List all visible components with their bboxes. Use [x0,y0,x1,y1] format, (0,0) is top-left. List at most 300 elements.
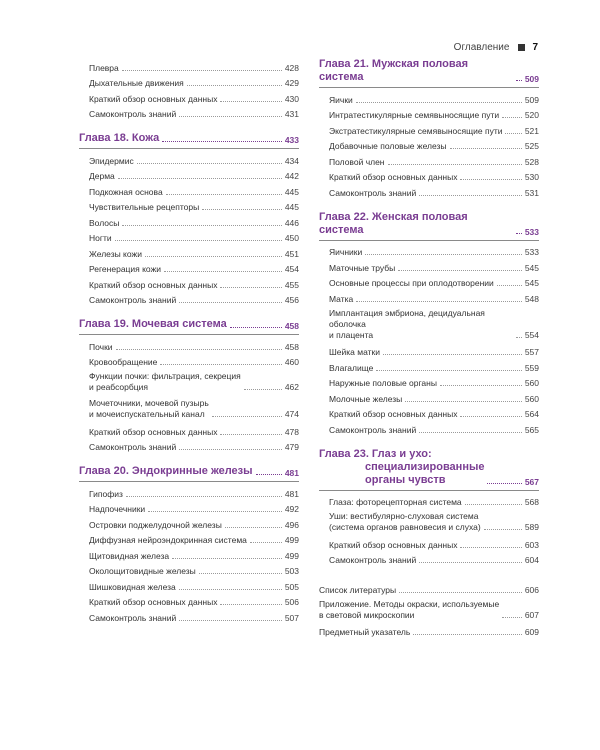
toc-entry-title [89,489,123,500]
toc-entry-title-line: и реабсорбция [89,382,148,392]
dot-leader [179,620,282,621]
toc-entry-page: 606 [524,584,539,595]
toc-entry-title [89,78,184,89]
toc-entry [319,106,539,122]
toc-entry [319,121,539,137]
toc-entry [79,368,299,395]
dot-leader [505,133,521,134]
dot-leader [116,349,282,350]
toc-entry-page: 429 [284,78,299,88]
toc-entry-page: 521 [524,125,539,136]
toc-entry-title [89,371,241,393]
dot-leader [166,194,282,195]
dot-leader [383,354,522,355]
toc-entry-page: 604 [524,555,539,565]
toc-entry-title [89,566,196,577]
chapter-divider [79,481,299,482]
toc-entry-title [329,378,437,389]
toc-entry-title-line: Наружные половые органы [329,378,437,388]
toc-entry-title [329,278,494,289]
dot-leader [137,163,282,164]
toc-entry-title-line: Краткий обзор основных данных [329,409,458,419]
toc-entry-page: 503 [284,566,299,576]
toc-entry [79,89,299,105]
toc-entry-page: 545 [524,278,539,288]
toc-entry [319,90,539,106]
toc-entry-title-line: Самоконтроль знаний [89,612,177,623]
toc-entry-title-line: Самоконтроль знаний [89,109,177,119]
toc-entry [79,515,299,531]
toc-entry-title [329,126,502,137]
dot-leader [172,558,282,559]
toc-entry-title-line: Предметный указатель [319,627,411,637]
toc-entry [79,275,299,291]
toc-entry-title-line: Дыхательные движения [89,78,184,88]
chapter-page: 433 [284,135,299,145]
toc-entry-title-line: Островки поджелудочной железы [89,519,222,530]
dot-leader [502,617,522,618]
toc-entry-title-line: Яички [329,94,353,105]
dot-leader [516,337,522,338]
toc-entry-title-line: (система органов равновесия и слуха) [329,522,481,532]
toc-entry-page: 531 [524,187,539,198]
toc-entry-page: 479 [284,442,299,452]
chapter-title-line: специализированные [365,460,485,473]
dot-leader [202,209,282,210]
toc-entry-title-line: Эпидермис [89,155,134,166]
toc-entry [79,608,299,624]
dot-leader [516,233,522,234]
chapter-title-line: Глава 21. Мужская половая система [319,58,469,83]
toc-entry [319,183,539,199]
toc-entry-page: 505 [284,581,299,592]
toc-entry-title-line: Яичники [329,247,363,257]
toc-entry [79,531,299,547]
toc-entry-title [89,520,222,531]
toc-entry-title-line: Уши: вестибулярно-слуховая система [329,511,479,521]
toc-entry-title-line: Краткий обзор основных данных [329,172,458,182]
toc-entry-page: 445 [284,186,299,197]
toc-entry-title-line: в световой микроскопии [319,609,415,620]
toc-entry-page: 481 [284,488,299,499]
toc-entry-title [329,247,362,258]
toc-entry-title-line: Шишковидная железа [89,581,176,592]
dot-leader [419,432,522,433]
toc-entry-title-line: Железы кожи [89,248,142,259]
dot-leader [179,116,282,117]
toc-entry-title-line: Основные процессы при оплодотворении [329,278,494,288]
toc-entry [319,420,539,436]
dot-leader [465,504,522,505]
toc-entry-page: 446 [284,217,299,228]
toc-entry-page: 525 [524,141,539,151]
dot-leader [179,449,282,450]
toc-entry-title [89,504,145,515]
page-number: 7 [532,42,538,53]
chapter-heading [79,132,299,145]
dot-leader [179,302,282,303]
dot-leader [460,416,521,417]
toc-entry-title [89,597,217,608]
dot-leader [398,270,522,271]
chapter-divider [319,240,539,241]
toc-entry-title [89,156,134,167]
toc-entry-title [89,357,157,368]
toc-entry-title [329,294,353,305]
toc-entry [79,105,299,121]
chapter-title [319,211,513,237]
toc-entry [319,551,539,567]
dot-leader [440,385,522,386]
toc-entry [79,291,299,307]
toc-entry-page: 506 [284,597,299,607]
toc-entry-title [89,187,163,198]
toc-entry-title-line: Надпочечники [89,504,146,514]
toc-entry-title [89,295,176,306]
toc-entry-title [89,202,199,213]
running-head [454,42,538,53]
chapter-title [79,318,227,331]
toc-entry-page: 496 [284,519,299,530]
toc-entry-title [89,233,112,244]
toc-entry [79,484,299,500]
dot-leader [230,327,282,328]
toc-entry [319,168,539,184]
toc-entry-title [89,442,176,453]
dot-leader [160,364,281,365]
toc-entry-title [329,511,481,533]
toc-entry-title [319,627,410,638]
toc-entry-page: 533 [524,247,539,257]
toc-entry [79,213,299,229]
toc-entry-title-line: Волосы [89,217,120,228]
dot-leader [460,179,521,180]
toc-entry-title [329,555,416,566]
dot-leader [122,225,281,226]
toc-entry-title [89,613,176,624]
dot-leader [365,254,522,255]
toc-entry [319,305,539,343]
dot-leader [199,573,282,574]
chapter-title [319,58,513,84]
toc-entry-title [329,425,416,436]
chapter-title-line: Глава 23. Глаз и ухо: [319,447,432,460]
chapter-divider [319,490,539,491]
toc-entry-page: 499 [284,535,299,545]
dot-leader [250,542,282,543]
dot-leader [516,80,522,81]
toc-entry-title-line: Самоконтроль знаний [89,442,177,452]
dot-leader [220,101,281,102]
toc-entry-title-line: Самоконтроль знаний [329,424,417,435]
toc-entry-title [89,94,217,105]
toc-entry-title [329,308,513,341]
dot-leader [220,287,281,288]
toc-entry-page: 455 [284,279,299,290]
dot-leader [502,117,522,118]
chapter-heading [319,211,539,237]
toc-entry-title-line: Влагалище [329,362,374,373]
toc-entry [79,562,299,578]
toc-entry-title [89,109,176,120]
dot-leader [122,70,282,71]
toc-entry-page: 507 [284,612,299,623]
chapter-title-line: Глава 18. Кожа [79,132,160,144]
toc-entry-title [329,394,402,405]
chapter-page: 567 [524,476,539,487]
toc-entry-title [329,141,447,152]
toc-entry-page: 554 [524,329,539,340]
toc-entry-page: 564 [524,409,539,419]
toc-entry-title-line: Чувствительные рецепторы [89,202,200,212]
toc-entry-page: 499 [284,550,299,561]
chapter-divider [79,334,299,335]
toc-entry-title [89,249,142,260]
toc-entry-title [329,95,353,106]
toc-entry-page: 560 [524,393,539,404]
dot-leader [162,141,282,142]
toc-entry-page: 609 [524,627,539,637]
chapter-title [319,448,484,487]
toc-entry [79,58,299,74]
toc-entry-title-line: Самоконтроль знаний [329,187,417,198]
toc-entry [79,337,299,353]
chapter-heading [319,58,539,84]
toc-left-column [79,58,299,624]
toc-entry-title [89,398,209,420]
toc-entry [319,358,539,374]
toc-entry-page: 478 [284,426,299,437]
toc-entry-title [329,540,457,551]
toc-entry-title [319,585,396,596]
toc-entry-title [89,280,217,291]
toc-entry [319,623,539,639]
toc-entry-title [329,347,380,358]
dot-leader [376,370,521,371]
toc-entry [79,198,299,214]
toc-entry-title-line: Добавочные половые железы [329,141,447,151]
toc-entry-title-line: Кровообращение [89,357,158,367]
toc-entry-page: 474 [284,409,299,419]
toc-entry-title-line: Экстратестикулярные семявыносящие пути [329,125,503,136]
toc-entry-page: 456 [284,295,299,305]
toc-entry-page: 445 [284,202,299,212]
toc-entry-title-line: Глаза: фоторецепторная система [329,497,462,507]
toc-entry-title [319,599,499,621]
toc-entry-page: 509 [524,94,539,105]
toc-entry [79,182,299,198]
chapter-heading [79,318,299,331]
dot-leader [460,547,521,548]
chapter-divider [79,148,299,149]
toc-entry-page: 559 [524,362,539,373]
toc-entry-page: 560 [524,378,539,388]
chapter-title [79,465,253,478]
toc-entry-title [89,551,169,562]
toc-entry-title [329,110,499,121]
toc-entry [319,289,539,305]
toc-entry [319,389,539,405]
dot-leader [164,271,282,272]
dot-leader [256,474,282,475]
toc-entry-title-line: Почки [89,341,113,352]
toc-entry-page: 428 [284,62,299,73]
toc-entry-page: 460 [284,357,299,367]
toc-entry [79,260,299,276]
chapter-title-line: Глава 20. Эндокринные железы [79,465,253,477]
toc-entry-page: 454 [284,264,299,274]
chapter-page: 533 [524,226,539,237]
toc-entry [79,151,299,167]
toc-entry-title-line: Самоконтроль знаний [329,555,417,565]
chapter-title-line: Глава 19. Мочевая система [79,318,227,330]
running-head-section: Оглавление [453,42,510,53]
toc-entry-page: 528 [524,156,539,167]
toc-entry-title-line: Функции почки: фильтрация, секреция [89,371,241,381]
toc-entry-page: 545 [524,262,539,273]
toc-entry-title-line: Молочные железы [329,393,403,404]
toc-entry-title-line: Ногти [89,233,112,243]
toc-entry-title-line: Диффузная нейроэндокринная система [89,535,247,545]
toc-entry [79,546,299,562]
toc-entry-page: 589 [524,522,539,532]
chapter-page: 458 [284,321,299,331]
dot-leader [450,148,522,149]
toc-entry [319,274,539,290]
toc-entry-title [329,157,385,168]
toc-right-column [319,58,539,638]
toc-entry-title-line: Маточные трубы [329,262,396,273]
chapter-heading [79,465,299,478]
toc-entry-title [89,342,113,353]
dot-leader [497,285,522,286]
toc-entry-title [329,172,457,183]
toc-entry [319,243,539,259]
toc-entry [79,229,299,245]
toc-entry-page: 431 [284,109,299,119]
toc-entry-title-line: Половой член [329,156,385,167]
toc-entry-title-line: Щитовидная железа [89,550,170,561]
toc-entry-page: 607 [524,609,539,620]
toc-entry-title-line: Околощитовидные железы [89,566,196,576]
chapter-heading [319,448,539,487]
toc-entry-title [89,218,119,229]
toc-entry-title [89,264,161,275]
toc-entry [319,580,539,596]
toc-entry-title-line: Краткий обзор основных данных [89,426,218,437]
dot-leader [179,589,282,590]
toc-entry-title [89,171,115,182]
toc-entry-title [89,582,176,593]
dot-leader [148,511,282,512]
toc-entry [79,167,299,183]
toc-entry-title-line: Дерма [89,171,115,181]
section-spacer [319,566,539,580]
dot-leader [225,527,282,528]
dot-leader [220,604,281,605]
chapter-page: 481 [284,468,299,478]
chapter-title-line: Глава 22. Женская половая система [319,210,468,236]
dot-leader [356,301,522,302]
toc-entry [319,152,539,168]
dot-leader [187,85,282,86]
toc-entry-title-line: Интратестикулярные семявыносящие пути [329,110,500,120]
dot-leader [487,483,521,484]
toc-entry-page: 430 [284,93,299,104]
toc-entry-title [329,497,462,508]
toc-entry-page: 450 [284,233,299,243]
toc-entry-title [89,63,119,74]
toc-entry-title-line: Краткий обзор основных данных [89,93,218,104]
toc-entry-title [329,363,373,374]
toc-entry-title-line: Краткий обзор основных данных [89,597,218,607]
chapter-title [79,132,159,145]
toc-entry-title-line: Самоконтроль знаний [89,295,177,305]
dot-leader [405,401,522,402]
dot-leader [419,562,522,563]
toc-entry-title-line: Матка [329,293,354,304]
toc-entry-title [329,188,416,199]
toc-entry [79,500,299,516]
toc-entry-title-line: Регенерация кожи [89,264,162,274]
toc-entry [319,343,539,359]
square-bullet-icon [518,44,525,51]
toc-entry-title-line: Краткий обзор основных данных [89,279,218,290]
toc-entry-page: 568 [524,497,539,507]
toc-entry [319,137,539,153]
dot-leader [399,592,522,593]
toc-entry-page: 557 [524,347,539,357]
dot-leader [126,496,282,497]
toc-entry [79,353,299,369]
toc-entry-page: 530 [524,172,539,182]
toc-entry-page: 458 [284,341,299,352]
toc-entry-title-line: Шейка матки [329,347,381,357]
toc-entry [79,577,299,593]
toc-entry-title-line: Мочеточники, мочевой пузырь [89,398,209,408]
toc-entry-title [329,263,395,274]
dot-leader [212,416,282,417]
dot-leader [220,434,281,435]
toc-entry [79,244,299,260]
dot-leader [145,256,282,257]
dot-leader [413,634,522,635]
dot-leader [244,389,282,390]
toc-entry-page: 603 [524,539,539,550]
toc-entry-page: 442 [284,171,299,181]
toc-entry-title [89,427,217,438]
toc-entry-title-line: и плацента [329,329,374,340]
toc-entry-page: 434 [284,155,299,166]
toc-entry [319,508,539,535]
toc-entry-page: 565 [524,424,539,435]
toc-entry-title-line: Подкожная основа [89,186,163,197]
dot-leader [356,102,522,103]
dot-leader [115,240,282,241]
toc-entry-page: 492 [284,504,299,514]
toc-entry-page: 462 [284,382,299,392]
toc-entry-page: 451 [284,248,299,259]
chapter-title-line: органы чувств [365,473,446,486]
toc-entry [79,593,299,609]
toc-entry-title-line: Список литературы [319,584,397,595]
chapter-divider [319,87,539,88]
toc-entry-title-line: Краткий обзор основных данных [329,539,458,550]
toc-entry-title [329,409,457,420]
toc-entry [319,535,539,551]
dot-leader [484,529,522,530]
dot-leader [118,178,282,179]
